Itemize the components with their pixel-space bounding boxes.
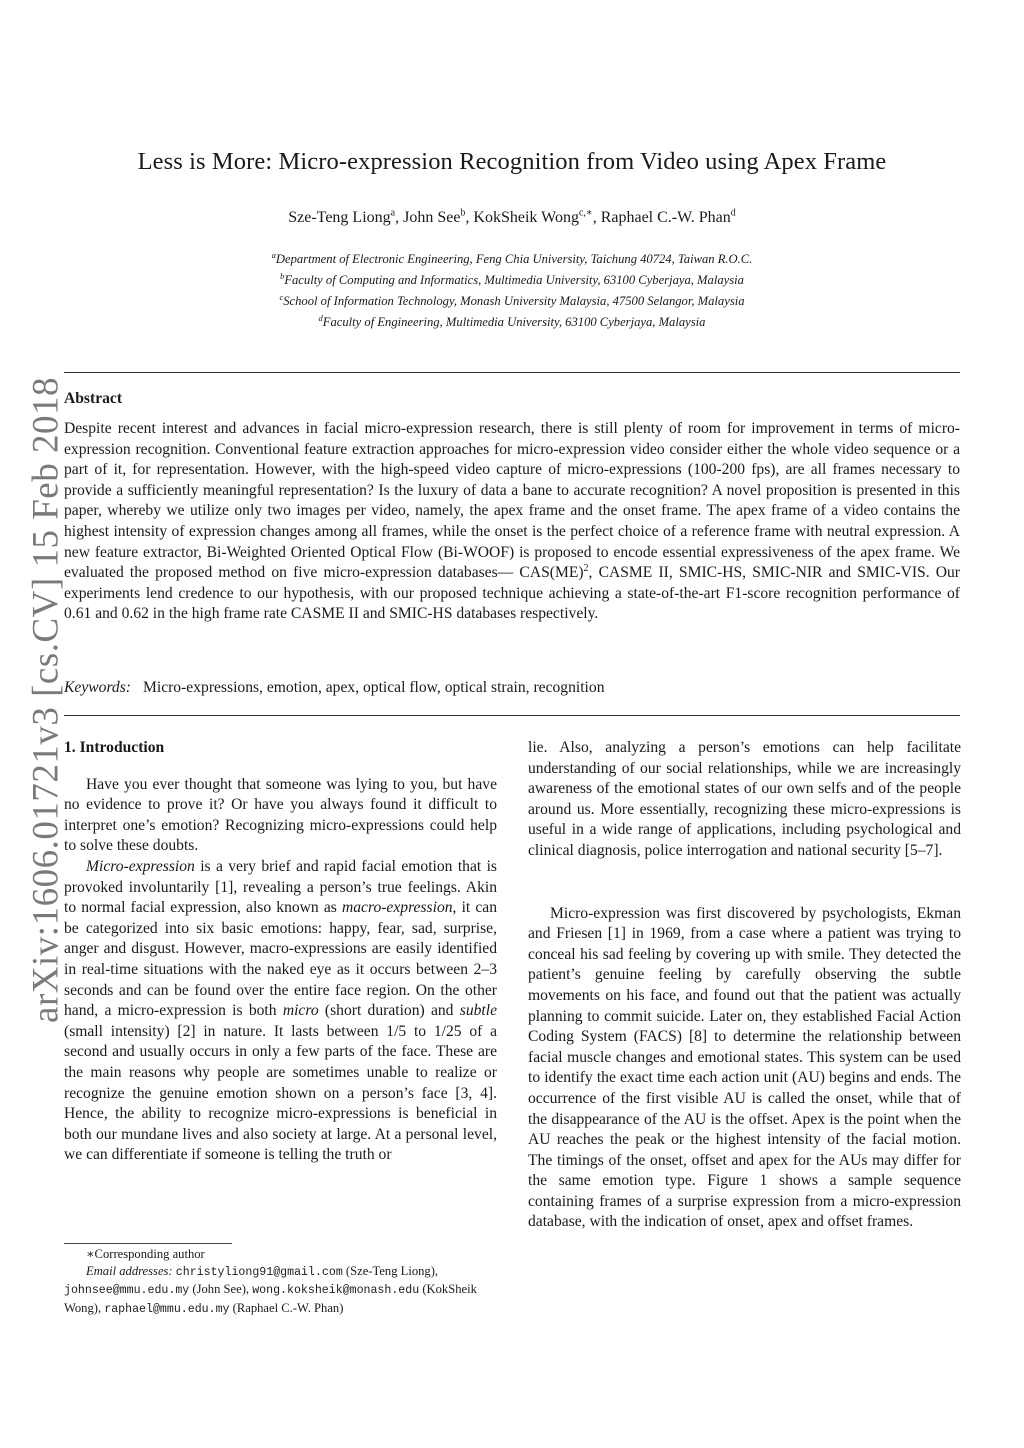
top-divider: [64, 372, 960, 373]
right-column: [528, 738, 961, 1233]
keywords-label: Keywords:: [64, 679, 131, 696]
corresponding-author-note: ∗Corresponding author: [86, 1247, 205, 1261]
author: John See$^b$,: [403, 208, 474, 227]
keywords-text: Micro-expressions, emotion, apex, optical flow, optical strain, recognition: [143, 679, 605, 696]
keywords: [64, 679, 605, 697]
arxiv-identifier: arXiv:1606.01721v3 [cs.CV] 15 Feb 2018: [25, 377, 67, 1023]
affiliation: $^b$Faculty of Computing and Informatics, Multimedia University, 63100 Cyberjaya, Malaysia: [280, 270, 744, 288]
paper-title: Less is More: Micro-expression Recognition from Video using Apex Frame: [137, 148, 887, 175]
author-list: [0, 208, 1024, 227]
left-column: [64, 738, 497, 1166]
affiliation: $^d$Faculty of Engineering, Multimedia University, 63100 Cyberjaya, Malaysia: [318, 312, 706, 330]
abstract-text: Despite recent interest and advances in facial micro-expression research, there is still plenty of room for improvement in terms of micro-expression recognition. Conventional feature extraction approaches for micro-expression video consider either the whole video sequence or a part of it, for representation. However, with the high-speed video capture of micro-expressions (100-200 fps), are all frames necessary to provide a sufficiently meaningful representation? Is the luxury of data a bane to accurate recognition? A novel proposition is presented in this paper, whereby we utilize only two images per video, namely, the apex frame and the onset frame. The apex frame of a video contains the highest intensity of expression changes among all frames, while the onset is the perfect choice of a reference frame with neutral expression. A new feature extractor, Bi-Weighted Oriented Optical Flow (Bi-WOOF) is proposed to encode essential expressiveness of the apex frame. We evaluated the proposed method on five micro-expression databases— CAS(ME)$^2$, CASME II, SMIC-HS, SMIC-NIR and SMIC-VIS. Our experiments lend credence to our hypothesis, with our proposed technique achieving a state-of-the-art F1-score recognition performance of 0.61 and 0.62 in the high frame rate CASME II and SMIC-HS databases respectively.: [64, 420, 961, 623]
footnote-divider: [64, 1243, 232, 1244]
email-link[interactable]: christyliong91@gmail.com: [175, 1265, 343, 1279]
email-link[interactable]: johnsee@mmu.edu.my: [64, 1284, 190, 1298]
affiliation-list: [0, 247, 1024, 331]
affiliation: $^a$Department of Electronic Engineering, Feng Chia University, Taichung 40724, Taiwan R.O.C.: [271, 250, 753, 267]
paragraph: lie. Also, analyzing a person’s emotions can help facilitate understanding of our social relationships, while we are increasingly awareness of the emotional states of our own selfs and of the people around us. More essentially, recognizing these micro-expressions is useful in a wide range of applications, including psychological and clinical diagnosis, police interrogation and national security [5–7].: [528, 739, 961, 859]
paragraph: Micro-expression was first discovered by psychologists, Ekman and Friesen [1] in 1969, from a case where a patient was trying to conceal his sad feeling by covering up with smile. They detected the patient’s genuine feeling by carefully observing the subtle movements on his face, and found out that the patient was actually planning to commit suicide. Later on, they established Facial Action Coding System (FACS) [8] to determine the relationship between facial muscle changes and emotional states. This system can be used to identify the exact time each action unit (AU) begins and ends. The occurrence of the first visible AU is called the onset, while that of the disappearance of the AU is the offset. Apex is the point when the AU reaches the peak or the highest intensity of the facial motion. The timings of the onset, offset and apex for the AUs may differ for the same emotion type. Figure 1 shows a sample sequence containing frames of a surprise expression from a micro-expression database, with the indication of onset, apex and offset frames.: [528, 904, 961, 1231]
paragraph: Have you ever thought that someone was lying to you, but have no evidence to prove it? Or have you always found it difficult to interpret one’s emotion? Recognizing micro-expressions could help to solve these doubts.: [64, 775, 497, 855]
author: Sze-Teng Liong$^a$,: [288, 208, 404, 227]
author: Raphael C.-W. Phan$^d$: [600, 208, 736, 227]
footnote: [64, 1246, 497, 1318]
section-heading: 1. Introduction: [64, 739, 165, 756]
email-addresses: Email addresses: christyliong91@gmail.com (Sze-Teng Liong), johnsee@mmu.edu.my (John See), wong.koksheik@monash.edu (KokSheik Wong), raphael@mmu.edu.my (Raphael C.-W. Phan): [64, 1263, 477, 1316]
abstract-heading: Abstract: [64, 390, 123, 407]
email-link[interactable]: wong.koksheik@monash.edu: [252, 1284, 420, 1298]
author: KokSheik Wong$^{c,∗}$,: [473, 208, 601, 227]
paragraph: Micro-expression is a very brief and rapid facial emotion that is provoked involuntarily [1], revealing a person’s true feelings. Akin to normal facial expression, also known as macro-expression, it can be categorized into six basic emotions: happy, fear, sad, surprise, anger and disgust. However, macro-expressions are easily identified in real-time situations with the naked eye as it occurs between 2–3 seconds and can be found over the entire face region. On the other hand, a micro-expression is both micro (short duration) and subtle (small intensity) [2] in nature. It lasts between 1/5 to 1/25 of a second and usually occurs in only a few parts of the face. These are the main reasons why people are sometimes unable to realize or recognize the genuine emotion shown on a person’s face [3, 4]. Hence, the ability to recognize micro-expressions is beneficial in both our mundane lives and also society at large. At a personal level, we can differentiate if someone is telling the truth or: [64, 857, 498, 1164]
bottom-divider: [64, 715, 960, 716]
email-link[interactable]: raphael@mmu.edu.my: [104, 1302, 230, 1316]
affiliation: $^c$School of Information Technology, Monash University Malaysia, 47500 Selangor, Malaysia: [279, 291, 745, 309]
